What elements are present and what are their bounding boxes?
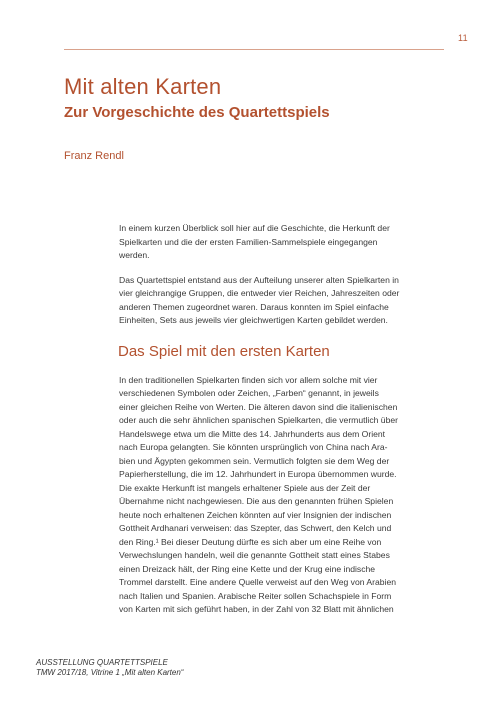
footer-line-2: TMW 2017/18, Vitrine 1 „Mit alten Karten“ <box>36 668 184 677</box>
section-heading: Das Spiel mit den ersten Karten <box>118 342 330 360</box>
section-paragraph: In den traditionellen Spielkarten finden sich vor allem solche mit vier verschiedenen Symbolen oder Zeichen, „Farben“ genannt, in jeweils einer gleichen Reihe von Werten. Die älteren davon sind die italienischen oder auch die sehr ähnlichen spanischen Spielkarten, die vermutlich über Handelswege etwa um die Mitte des 14. Jahrhunderts aus dem Orient nach Europa gelangten. Sie könnten ursprünglich von China nach Ara- bien und Ägypten gekommen sein. Vermutlich folgten sie dem Weg der Papierherstellung, die im 12. Jahrhundert in Europa übernommen wurde. Die exakte Herkunft ist mangels erhaltener Spiele aus der Zeit der Übernahme nicht nachgewiesen. Die aus den genannten frühen Spielen heute noch erhaltenen Zeichen könnten auf vier Insignien der indischen Gottheit Ardhanari verweisen: das Szepter, das Schwert, den Kelch und den Ring.¹ Bei dieser Deutung dürfte es sich aber um eine Reihe von Verwechslungen handeln, weil die genannte Gottheit statt eines Stabes einen Dreizack hält, der Ring eine Kette und der Krug eine indische Trommel darstellt. Eine andere Quelle verweist auf den Weg von Arabien nach Italien und Spanien. Arabische Reiter sollen Schachspiele in Form von Karten mit sich geführt haben, in der Zahl von 32 Blatt mit ähnlichen <box>119 374 398 614</box>
body-column <box>119 222 457 628</box>
author-name: Franz Rendl <box>64 150 124 162</box>
page-title: Mit alten Karten <box>64 74 222 99</box>
footer <box>36 658 183 678</box>
footer-line-1: AUSSTELLUNG QUARTETTSPIELE <box>36 658 168 667</box>
page-subtitle: Zur Vorgeschichte des Quartettspiels <box>64 104 330 121</box>
page-number: 11 <box>458 33 468 43</box>
header-rule <box>64 49 444 50</box>
intro-paragraph-2: Das Quartettspiel entstand aus der Aufteilung unserer alten Spielkarten in vier gleichrangige Gruppen, die entweder vier Reichen, Jahreszeiten oder anderen Themen zugeordnet waren. Daraus konnten im Spiel einfache Einheiten, Sets aus jeweils vier gleichwertigen Karten gebildet werden. <box>119 274 400 325</box>
intro-paragraph-1: In einem kurzen Überblick soll hier auf die Geschichte, die Herkunft der Spielkarten und die der ersten Familien-Sammelspiele eingegangen werden. <box>119 223 390 260</box>
